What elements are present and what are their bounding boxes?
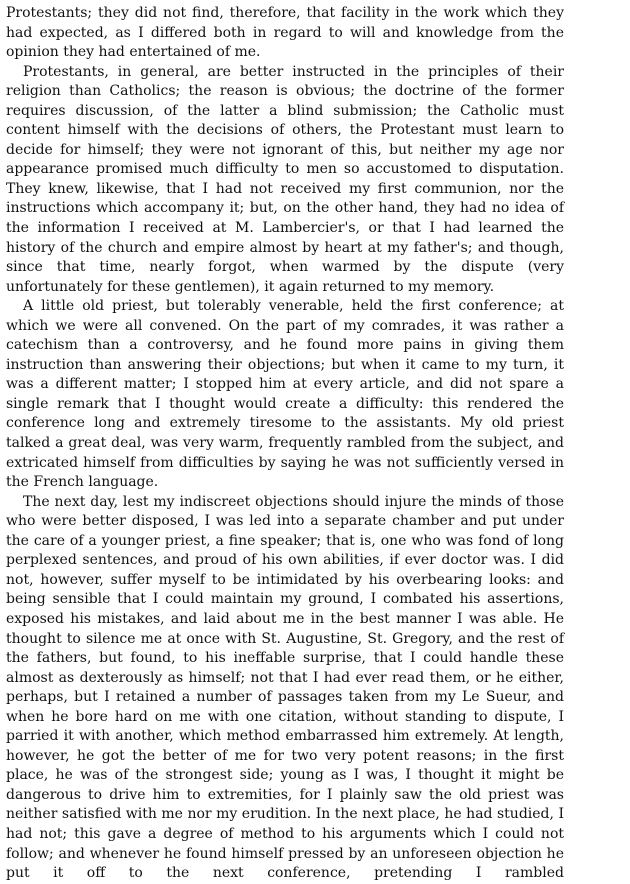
- paragraph-2: Protestants, in general, are better instructed in the principles of their religion than Catholics; the reason is obvious; the doctrine of the former requires discussion, of the latter a blind submission; the Catholic must content himself with the decisions of others, the Protestant must learn to decide for himself; they were not ignorant of this, but neither my age nor appearance promised much difficulty to men so accustomed to disputation. They knew, likewise, that I had not received my first communion, nor the instructions which accompany it; but, on the other hand, they had no idea of the information I received at M. Lambercier's, or that I had learned the history of the church and empire almost by heart at my father's; and though, since that time, nearly forgot, when warmed by the dispute (very unfortunately for these gentlemen), it again returned to my memory.: [6, 63, 564, 295]
- document-page: [6, 4, 564, 882]
- paragraph-4: The next day, lest my indiscreet objections should injure the minds of those who were better disposed, I was led into a separate chamber and put under the care of a younger priest, a fine speaker; that is, one who was fond of long perplexed sentences, and proud of his own abilities, if ever doctor was. I did not, however, suffer myself to be intimidated by his overbearing looks: and being sensible that I could maintain my ground, I combated his assertions, exposed his mistakes, and laid about me in the best manner I was able. He thought to silence me at once with St. Augustine, St. Gregory, and the rest of the fathers, but found, to his ineffable surprise, that I could handle these almost as dexterously as himself; not that I had ever read them, or he either, perhaps, but I retained a number of passages taken from my Le Sueur, and when he bore hard on me with one citation, without standing to dispute, I parried it with another, which method embarrassed him extremely. At length, however, he got the better of me for two very potent reasons; in the first place, he was of the strongest side; young as I was, I thought it might be dangerous to drive him to extremities, for I plainly saw the old priest was neither satisfied with me nor my erudition. In the next place, he had studied, I had not; this gave a degree of method to his arguments which I could not follow; and whenever he found himself pressed by an unforeseen objection he put it off to the next conference, pretending I rambled: [6, 493, 564, 882]
- paragraph-1: Protestants; they did not find, therefore, that facility in the work which they had expected, as I differed both in regard to will and knowledge from the opinion they had entertained of me.: [6, 5, 564, 61]
- paragraph-3: A little old priest, but tolerably venerable, held the first conference; at which we were all convened. On the part of my comrades, it was rather a catechism than a controversy, and he found more pains in giving them instruction than answering their objections; but when it came to my turn, it was a different matter; I stopped him at every article, and did not spare a single remark that I thought would create a difficulty: this rendered the conference long and extremely tiresome to the assistants. My old priest talked a great deal, was very warm, frequently rambled from the subject, and extricated himself from difficulties by saying he was not sufficiently versed in the French language.: [6, 298, 564, 491]
